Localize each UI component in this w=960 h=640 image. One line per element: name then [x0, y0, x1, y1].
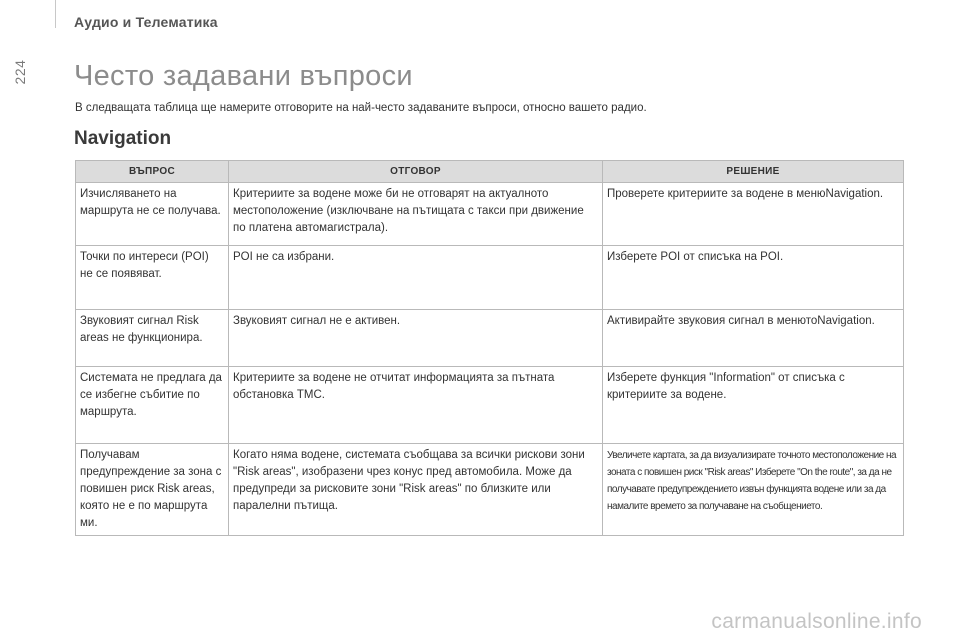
table-row — [76, 183, 904, 246]
table-row — [76, 444, 904, 536]
navigation-heading: Navigation — [74, 128, 172, 149]
page-number: 224 — [12, 59, 28, 85]
solution-cell: Проверете критериите за водене в менюNavigation. — [603, 183, 904, 246]
answer-cell: Критериите за водене не отчитат информацията за пътната обстановка TMC. — [229, 367, 603, 444]
question-cell: Изчисляването на маршрута не се получава. — [76, 183, 229, 246]
section-header: Аудио и Телематика — [74, 14, 218, 30]
table-header-row — [76, 161, 904, 183]
question-cell: Получавам предупреждение за зона с повишен риск Risk areas, която не е по маршрута ми. — [76, 444, 229, 536]
table-row — [76, 367, 904, 444]
solution-cell: Активирайте звуковия сигнал в менютоNavigation. — [603, 310, 904, 367]
solution-cell: Изберете POI от списъка на POI. — [603, 246, 904, 310]
answer-cell: Критериите за водене може би не отговарят на актуалното местоположение (изключване на пътищата с такси при движение по платена автомагистрала). — [229, 183, 603, 246]
solution-cell: Увеличете картата, за да визуализирате точното местоположение на зоната с повишен риск "Risk areas" Изберете "On the route", за да не получавате предупреждението извън функцията водене или за да намалите времето за получаване на съобщението. — [603, 444, 904, 536]
question-cell: Точки по интереси (POI) не се появяват. — [76, 246, 229, 310]
answer-cell: Звуковият сигнал не е активен. — [229, 310, 603, 367]
header-answer: ОТГОВОР — [229, 161, 603, 183]
answer-cell: POI не са избрани. — [229, 246, 603, 310]
solution-cell: Изберете функция "Information" от списъка с критериите за водене. — [603, 367, 904, 444]
table-row — [76, 310, 904, 367]
page-title: Често задавани въпроси — [74, 60, 413, 92]
question-cell: Системата не предлага да се избегне събитие по маршрута. — [76, 367, 229, 444]
header-solution: РЕШЕНИЕ — [603, 161, 904, 183]
table-row — [76, 246, 904, 310]
margin-rule — [55, 0, 56, 28]
answer-cell: Когато няма водене, системата съобщава за всички рискови зони "Risk areas", изобразени чрез конус пред автомобила. Може да предупреди за рисковите зони "Risk areas" по близките или паралелни пътища. — [229, 444, 603, 536]
header-question: ВЪПРОС — [76, 161, 229, 183]
intro-text: В следващата таблица ще намерите отговорите на най-често задаваните въпроси, относно вашето радио. — [75, 102, 647, 114]
faq-table — [75, 160, 904, 536]
question-cell: Звуковият сигнал Risk areas не функционира. — [76, 310, 229, 367]
watermark: carmanualsonline.info — [711, 610, 922, 633]
